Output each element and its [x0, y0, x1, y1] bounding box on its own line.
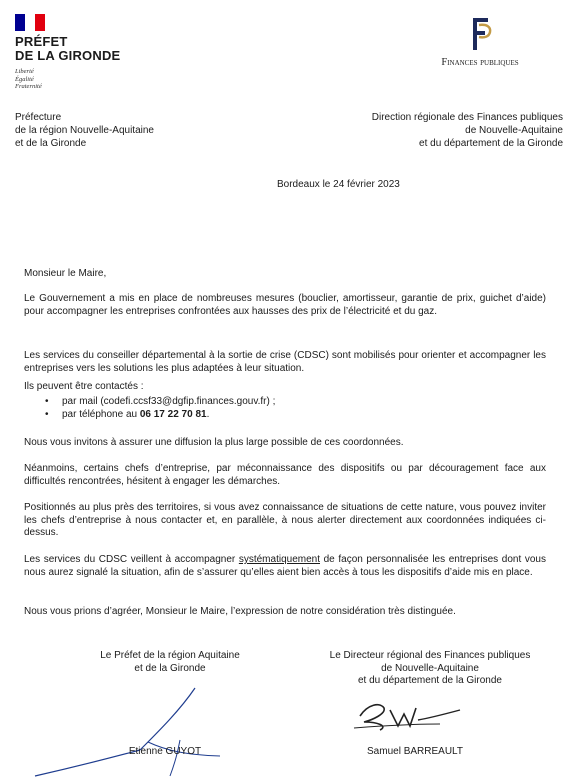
- contact-phone-suffix: .: [206, 408, 210, 420]
- signature-right-title: de Nouvelle-Aquitaine: [381, 662, 479, 674]
- signature-block-drfip: [300, 650, 560, 688]
- finances-publiques-logo: [464, 14, 494, 54]
- paragraph-6-text: Positionnés au plus près des territoires, si vous avez connaissance de situations de cette nature, vous pouvez inviter les chefs d’entreprise à nous contacter et, en parallèle, à nous alerter directement aux coordonnées indiquées ci-dessus.: [24, 502, 546, 539]
- sender-left-line: et de la Gironde: [15, 138, 87, 149]
- prefet-title-line2: DE LA GIRONDE: [15, 48, 121, 63]
- motto-egalite: Égalité: [15, 75, 34, 83]
- contact-mail: [40, 396, 275, 409]
- sender-right-line: et du département de la Gironde: [419, 138, 563, 149]
- prefet-title: [15, 35, 120, 63]
- signature-left-title: et de la Gironde: [134, 662, 206, 674]
- sender-right-line: de Nouvelle-Aquitaine: [465, 125, 563, 136]
- contact-phone-number: 06 17 22 70 81: [139, 408, 207, 420]
- paragraph-7-end: de façon personnalisée les entreprises dont vous nous aurez signalé la situation, afin de s’assurer qu’elles aient bien accès à tous les dispositifs d’aide mis en place.: [24, 554, 546, 578]
- paragraph-1: [24, 293, 546, 318]
- motto-fraternite: Fraternité: [15, 83, 42, 90]
- signature-left-title: Le Préfet de la région Aquitaine: [100, 650, 240, 661]
- salutation-text: Monsieur le Maire,: [24, 268, 107, 279]
- letter-date: Bordeaux le 24 février 2023: [277, 179, 400, 190]
- paragraph-4: [24, 437, 546, 450]
- paragraph-1-text: Le Gouvernement a mis en place de nombreuses mesures (bouclier, amortisseur, garantie de prix, guichet d’aide) pour accompagner les entreprises confrontées aux hausses des prix de l’électricité et du gaz.: [24, 293, 546, 317]
- paragraph-2-text: Les services du conseiller départemental à la sortie de crise (CDSC) sont mobilisés pour orienter et accompagner les entreprises vers les solutions les plus adaptées à leur situation.: [24, 350, 546, 374]
- french-flag-logo: [15, 14, 45, 31]
- motto-liberte: Liberté: [15, 68, 34, 75]
- handwritten-signature-prefet: [30, 680, 240, 780]
- contact-phone-prefix: par téléphone au: [62, 408, 140, 420]
- paragraph-2: [24, 350, 546, 375]
- salutation: [24, 268, 546, 281]
- prefet-title-line1: PRÉFET: [15, 34, 68, 49]
- sender-right-line: Direction régionale des Finances publiques: [371, 112, 563, 123]
- sender-left-line: Préfecture: [15, 112, 62, 123]
- flag-white-band: [25, 14, 35, 31]
- sender-left-line: de la région Nouvelle-Aquitaine: [15, 125, 154, 136]
- handwritten-signature-drfip: [350, 698, 470, 734]
- paragraph-4-text: Nous vous invitons à assurer une diffusion la plus large possible de ces coordonnées.: [24, 437, 404, 448]
- paragraph-3: [24, 381, 546, 394]
- finances-publiques-name: Finances publiques: [441, 57, 519, 68]
- signature-right-title: et du département de la Gironde: [358, 675, 502, 686]
- sender-drfip: [372, 111, 563, 150]
- signature-right-name: Samuel BARREAULT: [367, 746, 463, 757]
- paragraph-7: [24, 554, 546, 579]
- signature-block-prefet: [70, 650, 270, 675]
- paragraph-7-text: [24, 554, 546, 579]
- sender-prefecture: [15, 111, 154, 150]
- paragraph-8-text: Nous vous prions d’agréer, Monsieur le Maire, l’expression de notre considération très distinguée.: [24, 606, 456, 617]
- contact-list: [40, 396, 275, 421]
- contact-mail-text: par mail (codefi.ccsf33@dgfip.finances.gouv.fr) ;: [62, 396, 276, 407]
- paragraph-8: [24, 606, 546, 619]
- paragraph-3-text: Ils peuvent être contactés :: [24, 381, 144, 392]
- flag-red-band: [35, 14, 45, 31]
- signature-right-title: Le Directeur régional des Finances publiques: [329, 650, 531, 661]
- paragraph-6: [24, 502, 546, 540]
- flag-blue-band: [15, 14, 25, 31]
- contact-phone: [40, 409, 275, 422]
- paragraph-7-start: Les services du CDSC veillent à accompagner: [24, 554, 239, 565]
- paragraph-5-text: Néanmoins, certains chefs d’entreprise, par méconnaissance des dispositifs ou par découragement face aux difficultés rencontrées, hésitent à engager les démarches.: [24, 463, 546, 487]
- paragraph-5: [24, 463, 546, 488]
- republic-motto: [15, 68, 42, 91]
- signature-left-name: Etienne GUYOT: [128, 746, 202, 757]
- paragraph-7-underlined: systématiquement: [238, 554, 320, 565]
